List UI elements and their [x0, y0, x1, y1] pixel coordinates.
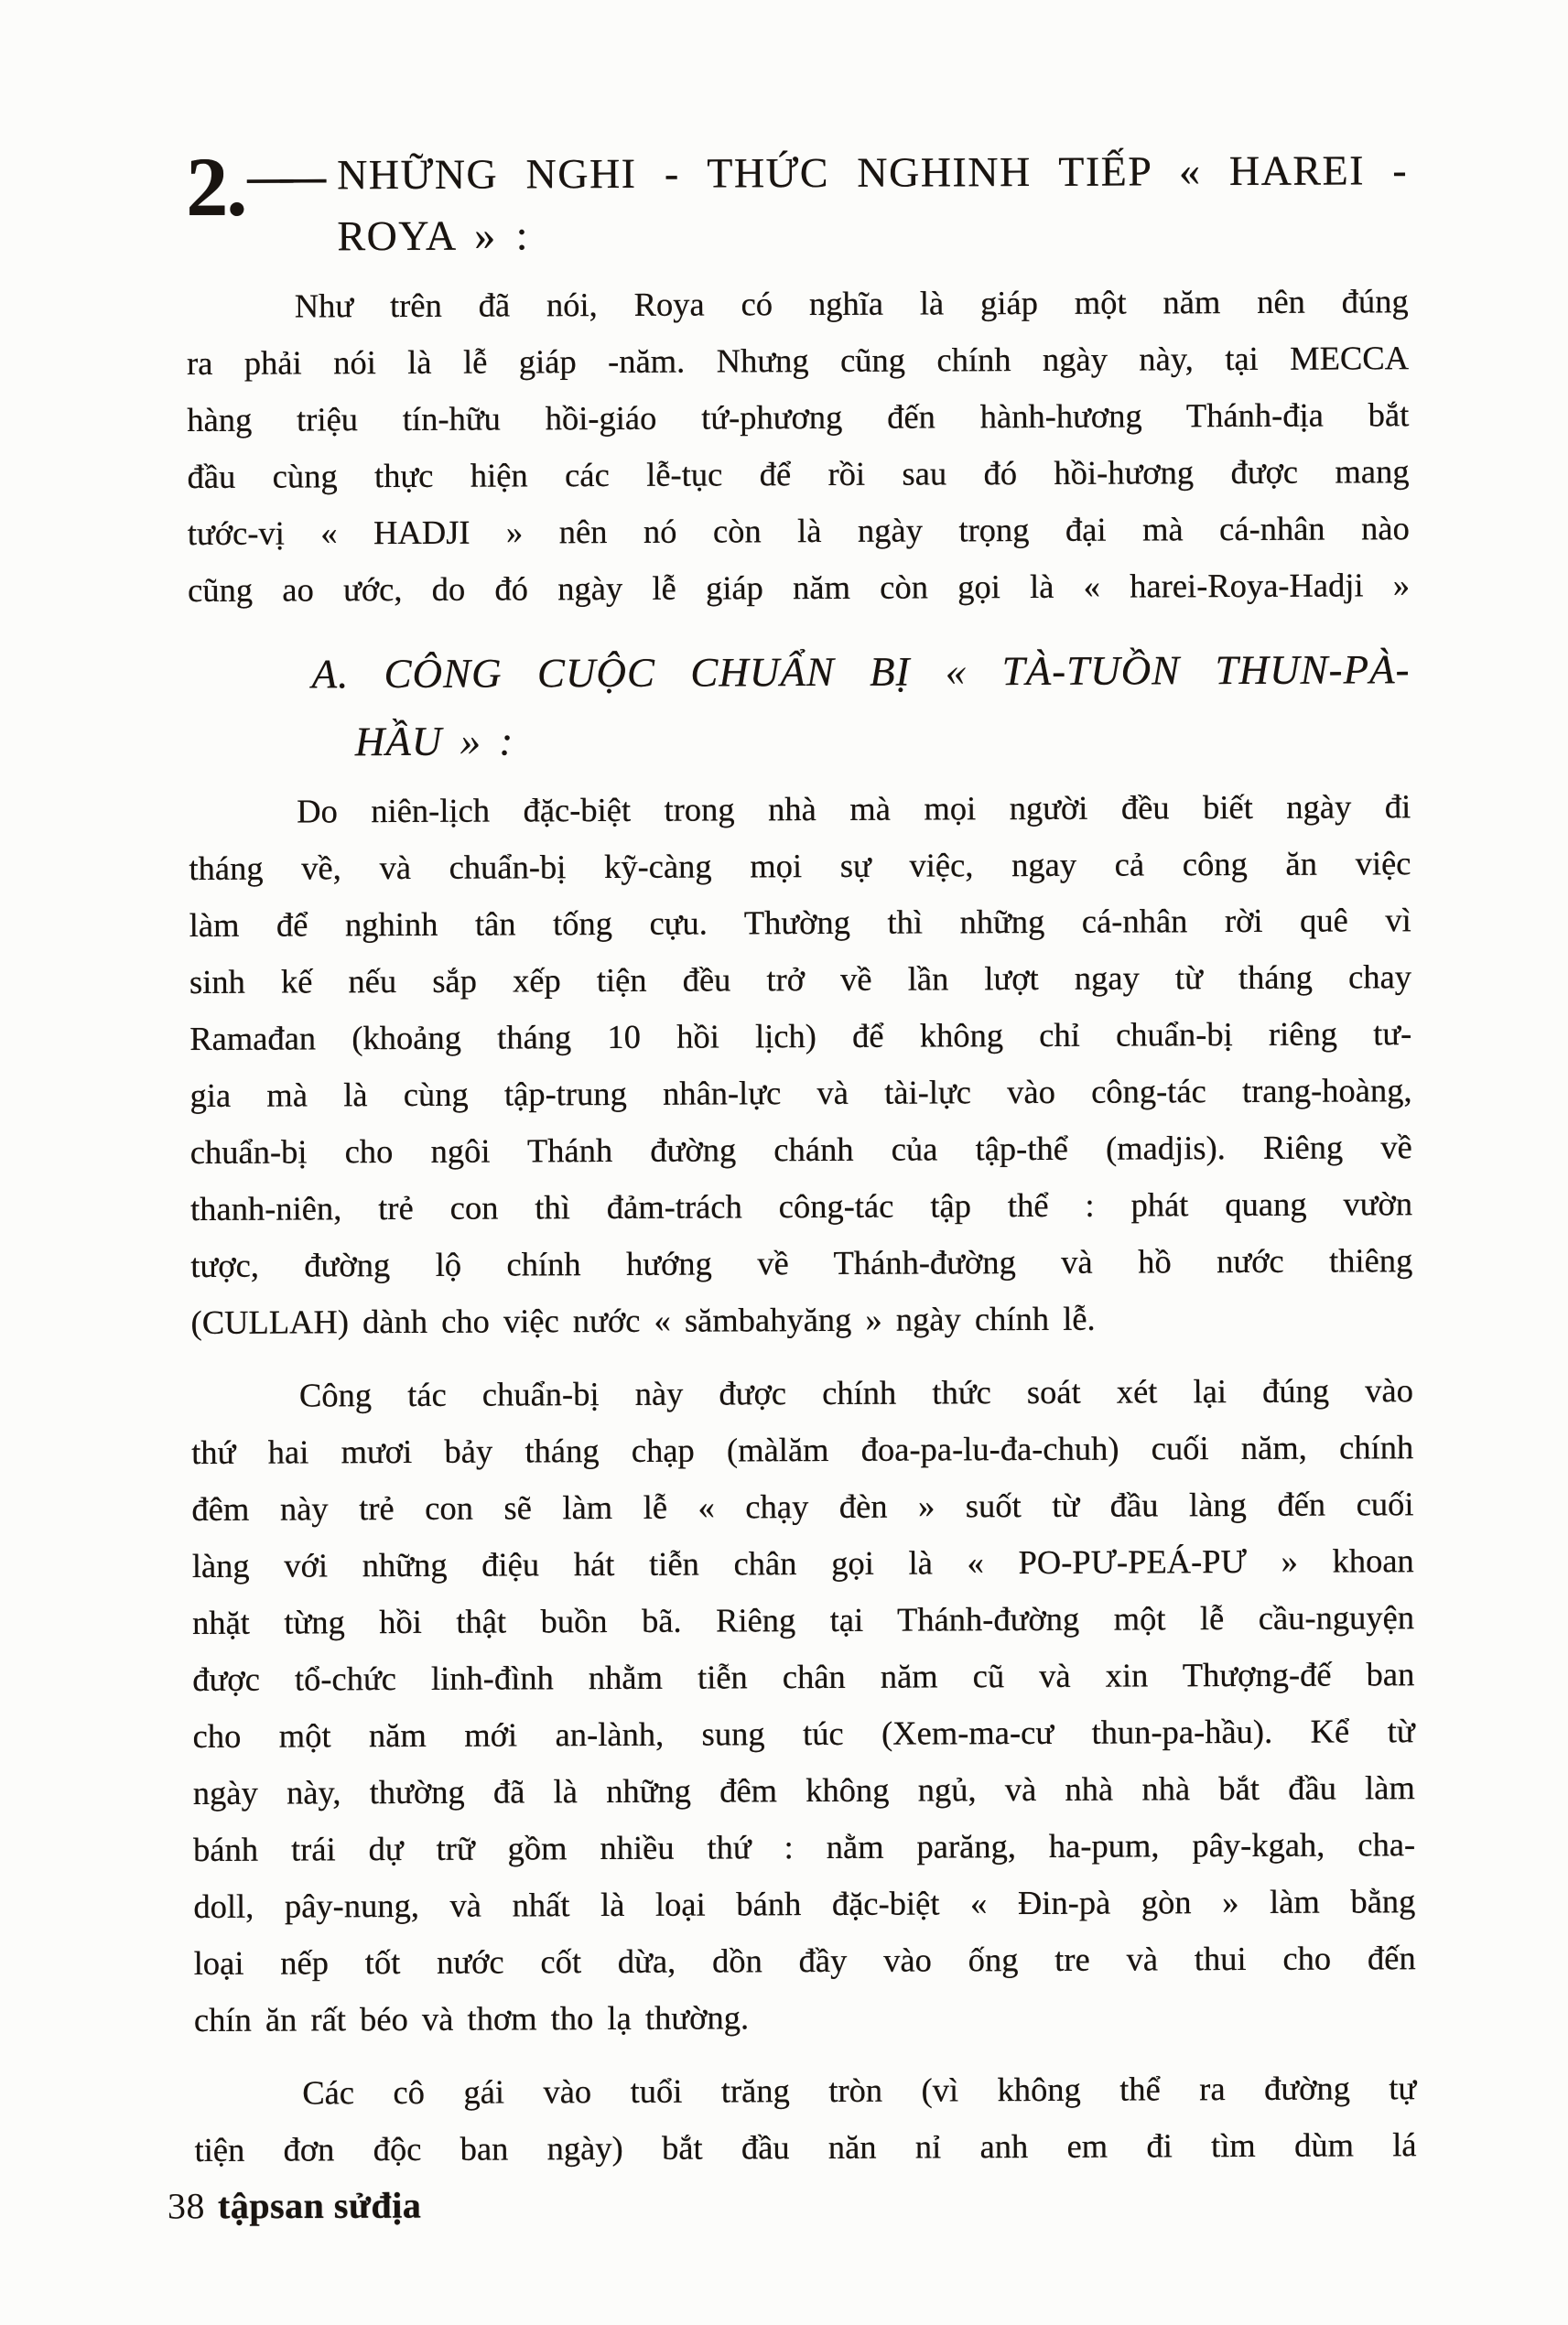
paragraph-2 [189, 778, 1413, 1351]
text-line: loại nếp tốt nước cốt dừa, dồn đầy vào ống tre và thui cho đến [193, 1939, 1416, 1982]
text-line: cho một năm mới an-lành, sung túc (Xem-ma-cư thun-pa-hầu). Kể từ [192, 1712, 1415, 1755]
section-a-heading [188, 635, 1411, 776]
text-line: hàng triệu tín-hữu hồi-giáo tứ-phương đến hành-hương Thánh-địa bắt [187, 395, 1410, 438]
chapter-title-line-1: NHỮNG NGHI - THỨC NGHINH TIẾP « HAREI - [337, 146, 1409, 199]
text-line: thứ hai mươi bảy tháng chạp (màlăm đoa-pa-lu-đa-chuh) cuối năm, chính [191, 1428, 1414, 1471]
chapter-heading [186, 139, 1409, 267]
chapter-dash: —— [247, 150, 314, 202]
text-line: ngày này, thường đã là những đêm không ngủ, và nhà nhà bắt đầu làm [192, 1768, 1415, 1811]
paragraph-4 [194, 2060, 1417, 2179]
chapter-title-line-2: ROYA » : [337, 211, 530, 260]
text-line: Ramađan (khoảng tháng 10 hồi lịch) để không chỉ chuẩn-bị riêng tư- [189, 1014, 1412, 1057]
text-line: sinh kế nếu sắp xếp tiện đều trở về lần lượt ngay từ tháng chay [189, 957, 1412, 1000]
text-line: tháng về, và chuẩn-bị kỹ-càng mọi sự việc, ngay cả công ăn việc [189, 844, 1411, 887]
text-line: (CULLAH) dành cho việc nước « sămbahyăng » ngày chính lễ. [190, 1299, 1096, 1341]
journal-title: tậpsan sửđịa [217, 2184, 422, 2227]
text-line: đầu cùng thực hiện các lễ-tục để rồi sau đó hồi-hương được mang [187, 452, 1410, 495]
page-text-block [186, 139, 1417, 2179]
text-line: bánh trái dự trữ gồm nhiều thứ : nằm parăng, ha-pum, pây-kgah, cha- [193, 1825, 1416, 1868]
text-line: Công tác chuẩn-bị này được chính thức soát xét lại đúng vào [298, 1371, 1414, 1414]
text-line: gia mà là cùng tập-trung nhân-lực và tài-lực vào công-tác trang-hoàng, [189, 1071, 1412, 1114]
text-line: ra phải nói là lễ giáp -năm. Nhưng cũng chính ngày này, tại MECCA [186, 339, 1410, 382]
text-line: tược, đường lộ chính hướng về Thánh-đường và hồ nước thiêng [190, 1241, 1413, 1284]
section-a-title-line-1: A. CÔNG CUỘC CHUẨN BỊ « TÀ-TUỒN THUN-PÀ- [311, 646, 1411, 698]
paragraph-3 [191, 1362, 1416, 2049]
text-line: đêm này trẻ con sẽ làm lễ « chạy đèn » suốt từ đầu làng đến cuối [191, 1485, 1414, 1528]
text-line: làm để nghinh tân tống cựu. Thường thì những cá-nhân rời quê vì [189, 901, 1411, 944]
text-line: Do niên-lịch đặc-biệt trong nhà mà mọi người đều biết ngày đi [297, 787, 1411, 830]
text-line: làng với những điệu hát tiễn chân gọi là « PO-PƯ-PEÁ-PƯ » khoan [191, 1541, 1414, 1584]
text-line: cũng ao ước, do đó ngày lễ giáp năm còn gọi là « harei-Roya-Hadji » [188, 566, 1411, 609]
paragraph-1 [187, 273, 1411, 619]
text-line: tước-vị « HADJI » nên nó còn là ngày trọng đại mà cá-nhân nào [187, 509, 1410, 552]
text-line: chuẩn-bị cho ngôi Thánh đường chánh của tập-thể (madjis). Riêng về [189, 1128, 1412, 1171]
text-line: thanh-niên, trẻ con thì đảm-trách công-tác tập thể : phát quang vườn [189, 1184, 1413, 1227]
text-line: chín ăn rất béo và thơm tho lạ thường. [193, 1998, 750, 2038]
text-line: Như trên đã nói, Roya có nghĩa là giáp một năm nên đúng [294, 282, 1409, 325]
chapter-number: 2. [185, 139, 246, 233]
text-line: tiện đơn độc ban ngày) bắt đầu năn nỉ anh em đi tìm dùm lá [194, 2125, 1417, 2168]
chapter-title [337, 139, 1409, 266]
section-a-title-line-2: HẦU » : [354, 718, 514, 765]
text-line: nhặt từng hồi thật buồn bã. Riêng tại Thánh-đường một lễ cầu-nguyện [191, 1598, 1415, 1641]
page-number: 38 [167, 2185, 206, 2227]
text-line: được tổ-chức linh-đình nhằm tiễn chân năm cũ và xin Thượng-đế ban [192, 1655, 1415, 1698]
text-line: doll, pây-nung, và nhất là loại bánh đặc-biệt « Đin-pà gòn » làm bằng [193, 1882, 1416, 1925]
text-line: Các cô gái vào tuổi trăng tròn (vì không thể ra đường tự [302, 2069, 1417, 2112]
page-footer [168, 2184, 421, 2228]
